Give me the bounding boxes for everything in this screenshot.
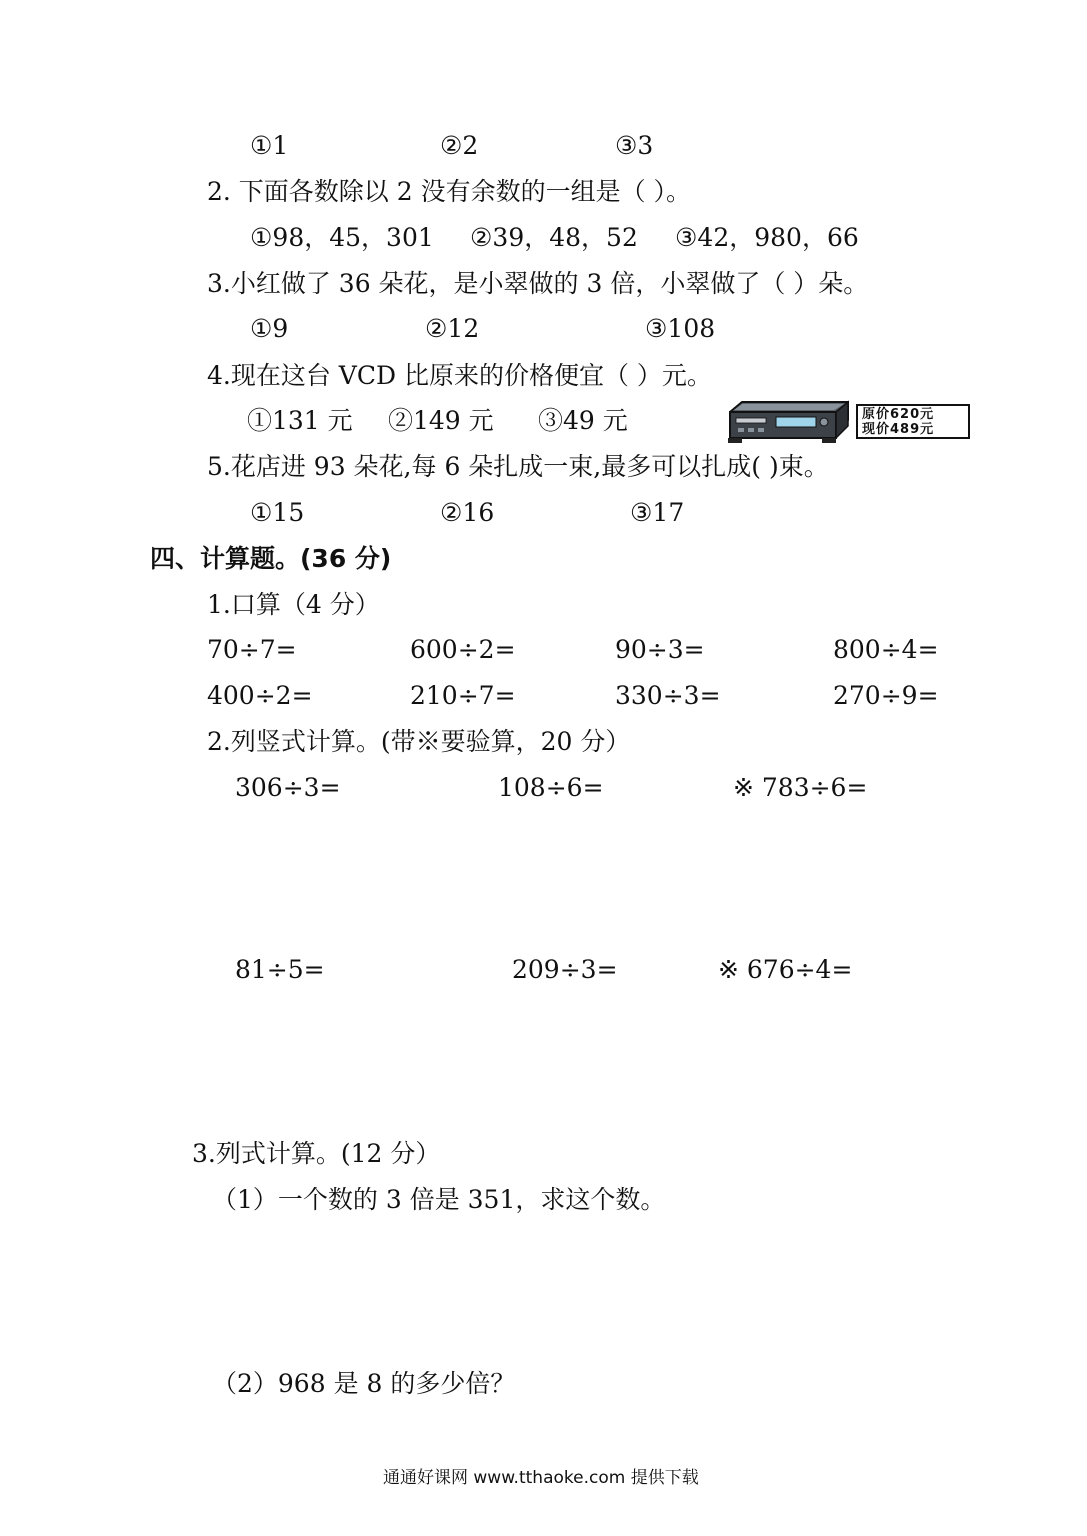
option: ①98，45，301 xyxy=(250,223,434,252)
option: ①1 xyxy=(250,131,289,160)
option: ②2 xyxy=(440,131,479,160)
option: ③3 xyxy=(615,131,654,160)
vertical-calc-item: ※ 783÷6= xyxy=(733,773,868,802)
question-2-stem: 2. 下面各数除以 2 没有余数的一组是（ ）。 xyxy=(207,177,692,206)
word-problem-2: （2）968 是 8 的多少倍？ xyxy=(212,1369,516,1398)
mental-math-item: 800÷4= xyxy=(833,635,939,664)
vertical-calc-item: 209÷3= xyxy=(512,955,618,984)
option: ②16 xyxy=(440,498,495,527)
option: ②149 元 xyxy=(388,406,494,435)
option: ③42，980，66 xyxy=(675,223,859,252)
mental-math-item: 600÷2= xyxy=(410,635,516,664)
original-price: 原价620元 xyxy=(862,407,935,422)
vertical-calc-item: 108÷6= xyxy=(498,773,604,802)
part-2-title: 2.列竖式计算。(带※要验算，20 分） xyxy=(207,727,631,756)
question-3-stem: 3.小红做了 36 朵花，是小翠做的 3 倍，小翠做了（ ）朵。 xyxy=(207,269,869,298)
current-price: 现价489元 xyxy=(862,422,935,437)
mental-math-item: 330÷3= xyxy=(615,681,721,710)
option: ③17 xyxy=(630,498,685,527)
word-problem-1: （1）一个数的 3 倍是 351，求这个数。 xyxy=(212,1185,666,1214)
vertical-calc-item: 306÷3= xyxy=(235,773,341,802)
vertical-calc-item: ※ 676÷4= xyxy=(718,955,853,984)
option: ①131 元 xyxy=(247,406,353,435)
mental-math-item: 70÷7= xyxy=(207,635,297,664)
option: ①15 xyxy=(250,498,305,527)
mental-math-item: 270÷9= xyxy=(833,681,939,710)
mental-math-item: 90÷3= xyxy=(615,635,705,664)
part-3-title: 3.列式计算。(12 分） xyxy=(192,1139,441,1168)
section-4-title: 四、计算题。(36 分) xyxy=(150,544,392,573)
option: ③108 xyxy=(645,314,716,343)
question-5-stem: 5.花店进 93 朵花,每 6 朵扎成一束,最多可以扎成( )束。 xyxy=(207,452,829,481)
option: ②39，48，52 xyxy=(470,223,638,252)
part-1-title: 1.口算（4 分） xyxy=(207,590,380,619)
footer-credit: 通通好课网 www.tthaoke.com 提供下载 xyxy=(383,1468,699,1488)
mental-math-item: 400÷2= xyxy=(207,681,313,710)
option: ②12 xyxy=(425,314,480,343)
vcd-player-icon xyxy=(724,398,854,444)
option: ①9 xyxy=(250,314,289,343)
question-4-stem: 4.现在这台 VCD 比原来的价格便宜（ ）元。 xyxy=(207,361,712,390)
price-tag xyxy=(856,404,970,439)
vertical-calc-item: 81÷5= xyxy=(235,955,325,984)
mental-math-item: 210÷7= xyxy=(410,681,516,710)
option: ③49 元 xyxy=(538,406,628,435)
